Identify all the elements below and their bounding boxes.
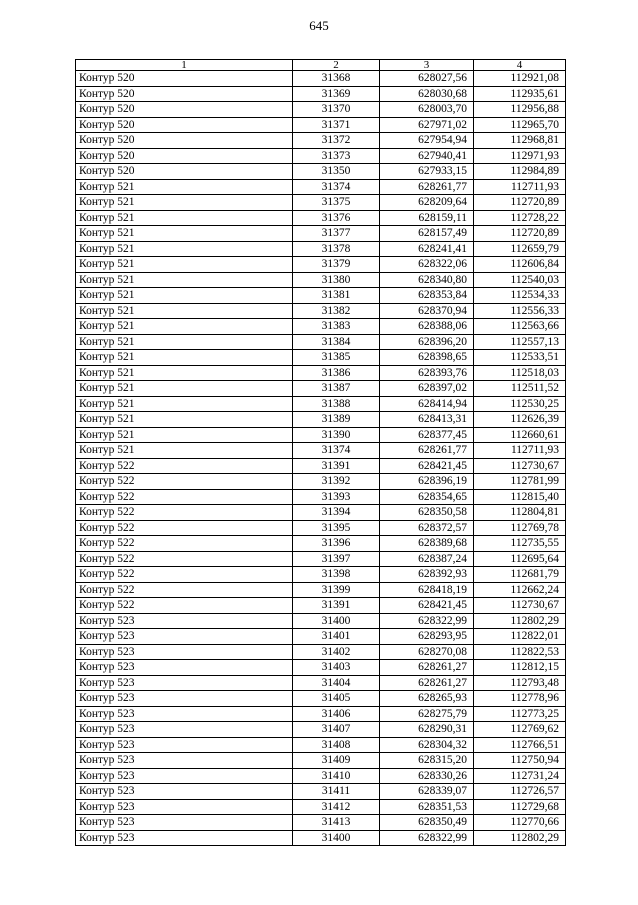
- page-number: 645: [309, 18, 329, 33]
- table-row: [76, 815, 566, 831]
- y-coordinate-cell: 112728,22: [474, 210, 566, 226]
- point-number-cell: 31408: [293, 737, 380, 753]
- point-number-cell: 31391: [293, 598, 380, 614]
- y-coordinate-cell: 112729,68: [474, 799, 566, 815]
- point-number-cell: 31396: [293, 536, 380, 552]
- contour-name-cell: Контур 522: [76, 489, 293, 505]
- x-coordinate-cell: 628350,49: [380, 815, 474, 831]
- x-coordinate-cell: 628387,24: [380, 551, 474, 567]
- contour-name-cell: Контур 523: [76, 768, 293, 784]
- y-coordinate-cell: 112971,93: [474, 148, 566, 164]
- contour-name-cell: Контур 520: [76, 86, 293, 102]
- point-number-cell: 31391: [293, 458, 380, 474]
- x-coordinate-cell: 627971,02: [380, 117, 474, 133]
- point-number-cell: 31375: [293, 195, 380, 211]
- table-row: [76, 117, 566, 133]
- contour-name-cell: Контур 520: [76, 133, 293, 149]
- y-coordinate-cell: 112659,79: [474, 241, 566, 257]
- x-coordinate-cell: 628377,45: [380, 427, 474, 443]
- table-row: [76, 210, 566, 226]
- contour-name-cell: Контур 523: [76, 706, 293, 722]
- x-coordinate-cell: 628396,20: [380, 334, 474, 350]
- column-header-3: 3: [380, 60, 474, 71]
- point-number-cell: 31390: [293, 427, 380, 443]
- contour-name-cell: Контур 521: [76, 195, 293, 211]
- x-coordinate-cell: 628030,68: [380, 86, 474, 102]
- table-row: [76, 582, 566, 598]
- contour-name-cell: Контур 522: [76, 520, 293, 536]
- table-row: [76, 706, 566, 722]
- table-row: [76, 660, 566, 676]
- contour-name-cell: Контур 521: [76, 319, 293, 335]
- x-coordinate-cell: 628351,53: [380, 799, 474, 815]
- x-coordinate-cell: 628322,99: [380, 830, 474, 846]
- x-coordinate-cell: 628275,79: [380, 706, 474, 722]
- x-coordinate-cell: 628261,77: [380, 179, 474, 195]
- column-header-4: 4: [474, 60, 566, 71]
- contour-name-cell: Контур 522: [76, 458, 293, 474]
- contour-name-cell: Контур 522: [76, 598, 293, 614]
- y-coordinate-cell: 112822,01: [474, 629, 566, 645]
- table-row: [76, 629, 566, 645]
- x-coordinate-cell: 628350,58: [380, 505, 474, 521]
- x-coordinate-cell: 628157,49: [380, 226, 474, 242]
- y-coordinate-cell: 112731,24: [474, 768, 566, 784]
- contour-name-cell: Контур 523: [76, 784, 293, 800]
- y-coordinate-cell: 112773,25: [474, 706, 566, 722]
- contour-name-cell: Контур 523: [76, 675, 293, 691]
- table-row: [76, 272, 566, 288]
- y-coordinate-cell: 112769,78: [474, 520, 566, 536]
- column-header-2: 2: [293, 60, 380, 71]
- table-row: [76, 536, 566, 552]
- x-coordinate-cell: 628393,76: [380, 365, 474, 381]
- contour-name-cell: Контур 521: [76, 350, 293, 366]
- table-row: [76, 753, 566, 769]
- y-coordinate-cell: 112533,51: [474, 350, 566, 366]
- contour-name-cell: Контур 522: [76, 536, 293, 552]
- point-number-cell: 31413: [293, 815, 380, 831]
- y-coordinate-cell: 112540,03: [474, 272, 566, 288]
- contour-name-cell: Контур 520: [76, 102, 293, 118]
- x-coordinate-cell: 628389,68: [380, 536, 474, 552]
- point-number-cell: 31380: [293, 272, 380, 288]
- y-coordinate-cell: 112769,62: [474, 722, 566, 738]
- y-coordinate-cell: 112781,99: [474, 474, 566, 490]
- y-coordinate-cell: 112720,89: [474, 226, 566, 242]
- x-coordinate-cell: 628322,99: [380, 613, 474, 629]
- table-row: [76, 644, 566, 660]
- x-coordinate-cell: 628372,57: [380, 520, 474, 536]
- y-coordinate-cell: 112921,08: [474, 71, 566, 87]
- y-coordinate-cell: 112730,67: [474, 598, 566, 614]
- y-coordinate-cell: 112793,48: [474, 675, 566, 691]
- table-row: [76, 737, 566, 753]
- table-header-row: [76, 60, 566, 71]
- point-number-cell: 31395: [293, 520, 380, 536]
- y-coordinate-cell: 112766,51: [474, 737, 566, 753]
- point-number-cell: 31377: [293, 226, 380, 242]
- contour-name-cell: Контур 523: [76, 830, 293, 846]
- table-row: [76, 257, 566, 273]
- x-coordinate-cell: 627933,15: [380, 164, 474, 180]
- point-number-cell: 31372: [293, 133, 380, 149]
- y-coordinate-cell: 112730,67: [474, 458, 566, 474]
- table-row: [76, 675, 566, 691]
- table-row: [76, 288, 566, 304]
- y-coordinate-cell: 112802,29: [474, 613, 566, 629]
- table-row: [76, 613, 566, 629]
- x-coordinate-cell: 628315,20: [380, 753, 474, 769]
- contour-name-cell: Контур 522: [76, 582, 293, 598]
- point-number-cell: 31405: [293, 691, 380, 707]
- table-row: [76, 381, 566, 397]
- point-number-cell: 31374: [293, 443, 380, 459]
- y-coordinate-cell: 112965,70: [474, 117, 566, 133]
- table-row: [76, 474, 566, 490]
- contour-name-cell: Контур 522: [76, 474, 293, 490]
- y-coordinate-cell: 112750,94: [474, 753, 566, 769]
- point-number-cell: 31400: [293, 830, 380, 846]
- x-coordinate-cell: 628392,93: [380, 567, 474, 583]
- y-coordinate-cell: 112511,52: [474, 381, 566, 397]
- point-number-cell: 31403: [293, 660, 380, 676]
- point-number-cell: 31378: [293, 241, 380, 257]
- contour-name-cell: Контур 523: [76, 737, 293, 753]
- y-coordinate-cell: 112770,66: [474, 815, 566, 831]
- contour-name-cell: Контур 521: [76, 241, 293, 257]
- y-coordinate-cell: 112662,24: [474, 582, 566, 598]
- x-coordinate-cell: 628397,02: [380, 381, 474, 397]
- table-row: [76, 303, 566, 319]
- x-coordinate-cell: 628261,27: [380, 660, 474, 676]
- contour-name-cell: Контур 522: [76, 505, 293, 521]
- y-coordinate-cell: 112711,93: [474, 179, 566, 195]
- point-number-cell: 31381: [293, 288, 380, 304]
- table-row: [76, 350, 566, 366]
- point-number-cell: 31401: [293, 629, 380, 645]
- point-number-cell: 31383: [293, 319, 380, 335]
- y-coordinate-cell: 112606,84: [474, 257, 566, 273]
- y-coordinate-cell: 112778,96: [474, 691, 566, 707]
- x-coordinate-cell: 628339,07: [380, 784, 474, 800]
- point-number-cell: 31399: [293, 582, 380, 598]
- x-coordinate-cell: 628304,32: [380, 737, 474, 753]
- contour-name-cell: Контур 521: [76, 226, 293, 242]
- y-coordinate-cell: 112660,61: [474, 427, 566, 443]
- table-row: [76, 102, 566, 118]
- point-number-cell: 31371: [293, 117, 380, 133]
- contour-name-cell: Контур 521: [76, 288, 293, 304]
- y-coordinate-cell: 112812,15: [474, 660, 566, 676]
- y-coordinate-cell: 112556,33: [474, 303, 566, 319]
- x-coordinate-cell: 628290,31: [380, 722, 474, 738]
- x-coordinate-cell: 628265,93: [380, 691, 474, 707]
- point-number-cell: 31386: [293, 365, 380, 381]
- table-row: [76, 768, 566, 784]
- x-coordinate-cell: 628353,84: [380, 288, 474, 304]
- point-number-cell: 31404: [293, 675, 380, 691]
- x-coordinate-cell: 628413,31: [380, 412, 474, 428]
- x-coordinate-cell: 628370,94: [380, 303, 474, 319]
- x-coordinate-cell: 628354,65: [380, 489, 474, 505]
- table-row: [76, 443, 566, 459]
- point-number-cell: 31376: [293, 210, 380, 226]
- contour-name-cell: Контур 521: [76, 443, 293, 459]
- point-number-cell: 31389: [293, 412, 380, 428]
- table-row: [76, 241, 566, 257]
- table-row: [76, 226, 566, 242]
- table-row: [76, 427, 566, 443]
- table-row: [76, 520, 566, 536]
- contour-name-cell: Контур 523: [76, 815, 293, 831]
- column-header-1: 1: [76, 60, 293, 71]
- contour-name-cell: Контур 521: [76, 179, 293, 195]
- contour-name-cell: Контур 523: [76, 799, 293, 815]
- point-number-cell: 31385: [293, 350, 380, 366]
- table-body: [76, 71, 566, 846]
- point-number-cell: 31394: [293, 505, 380, 521]
- x-coordinate-cell: 628027,56: [380, 71, 474, 87]
- point-number-cell: 31368: [293, 71, 380, 87]
- y-coordinate-cell: 112802,29: [474, 830, 566, 846]
- point-number-cell: 31388: [293, 396, 380, 412]
- point-number-cell: 31407: [293, 722, 380, 738]
- point-number-cell: 31382: [293, 303, 380, 319]
- contour-name-cell: Контур 520: [76, 117, 293, 133]
- point-number-cell: 31412: [293, 799, 380, 815]
- point-number-cell: 31373: [293, 148, 380, 164]
- table-row: [76, 830, 566, 846]
- contour-name-cell: Контур 521: [76, 365, 293, 381]
- y-coordinate-cell: 112530,25: [474, 396, 566, 412]
- table-row: [76, 691, 566, 707]
- point-number-cell: 31392: [293, 474, 380, 490]
- x-coordinate-cell: 628261,27: [380, 675, 474, 691]
- point-number-cell: 31370: [293, 102, 380, 118]
- contour-name-cell: Контур 520: [76, 148, 293, 164]
- table-row: [76, 551, 566, 567]
- table-row: [76, 195, 566, 211]
- point-number-cell: 31400: [293, 613, 380, 629]
- point-number-cell: 31379: [293, 257, 380, 273]
- table-row: [76, 319, 566, 335]
- table-row: [76, 598, 566, 614]
- y-coordinate-cell: 112626,39: [474, 412, 566, 428]
- table-row: [76, 164, 566, 180]
- table-row: [76, 722, 566, 738]
- y-coordinate-cell: 112695,64: [474, 551, 566, 567]
- table-row: [76, 799, 566, 815]
- x-coordinate-cell: 628293,95: [380, 629, 474, 645]
- x-coordinate-cell: 628241,41: [380, 241, 474, 257]
- point-number-cell: 31410: [293, 768, 380, 784]
- x-coordinate-cell: 628340,80: [380, 272, 474, 288]
- x-coordinate-cell: 627940,41: [380, 148, 474, 164]
- point-number-cell: 31387: [293, 381, 380, 397]
- x-coordinate-cell: 628322,06: [380, 257, 474, 273]
- table-row: [76, 148, 566, 164]
- x-coordinate-cell: 628003,70: [380, 102, 474, 118]
- table-row: [76, 179, 566, 195]
- contour-name-cell: Контур 523: [76, 660, 293, 676]
- point-number-cell: 31369: [293, 86, 380, 102]
- x-coordinate-cell: 628261,77: [380, 443, 474, 459]
- x-coordinate-cell: 627954,94: [380, 133, 474, 149]
- point-number-cell: 31397: [293, 551, 380, 567]
- table-row: [76, 71, 566, 87]
- table-row: [76, 412, 566, 428]
- y-coordinate-cell: 112822,53: [474, 644, 566, 660]
- x-coordinate-cell: 628270,08: [380, 644, 474, 660]
- contour-name-cell: Контур 521: [76, 381, 293, 397]
- y-coordinate-cell: 112720,89: [474, 195, 566, 211]
- x-coordinate-cell: 628396,19: [380, 474, 474, 490]
- table-row: [76, 567, 566, 583]
- y-coordinate-cell: 112563,66: [474, 319, 566, 335]
- point-number-cell: 31374: [293, 179, 380, 195]
- contour-name-cell: Контур 521: [76, 272, 293, 288]
- contour-name-cell: Контур 521: [76, 412, 293, 428]
- contour-name-cell: Контур 523: [76, 613, 293, 629]
- table-row: [76, 334, 566, 350]
- y-coordinate-cell: 112935,61: [474, 86, 566, 102]
- point-number-cell: 31350: [293, 164, 380, 180]
- contour-name-cell: Контур 521: [76, 396, 293, 412]
- x-coordinate-cell: 628414,94: [380, 396, 474, 412]
- y-coordinate-cell: 112815,40: [474, 489, 566, 505]
- table-row: [76, 396, 566, 412]
- contour-name-cell: Контур 521: [76, 210, 293, 226]
- point-number-cell: 31411: [293, 784, 380, 800]
- table-row: [76, 86, 566, 102]
- y-coordinate-cell: 112726,57: [474, 784, 566, 800]
- contour-name-cell: Контур 523: [76, 691, 293, 707]
- table-row: [76, 133, 566, 149]
- x-coordinate-cell: 628330,26: [380, 768, 474, 784]
- y-coordinate-cell: 112534,33: [474, 288, 566, 304]
- contour-name-cell: Контур 520: [76, 164, 293, 180]
- x-coordinate-cell: 628388,06: [380, 319, 474, 335]
- y-coordinate-cell: 112804,81: [474, 505, 566, 521]
- point-number-cell: 31398: [293, 567, 380, 583]
- y-coordinate-cell: 112968,81: [474, 133, 566, 149]
- contour-name-cell: Контур 521: [76, 303, 293, 319]
- point-number-cell: 31393: [293, 489, 380, 505]
- x-coordinate-cell: 628398,65: [380, 350, 474, 366]
- x-coordinate-cell: 628418,19: [380, 582, 474, 598]
- table-row: [76, 489, 566, 505]
- y-coordinate-cell: 112557,13: [474, 334, 566, 350]
- contour-name-cell: Контур 521: [76, 427, 293, 443]
- contour-name-cell: Контур 523: [76, 722, 293, 738]
- coordinates-table: [75, 59, 566, 846]
- point-number-cell: 31406: [293, 706, 380, 722]
- y-coordinate-cell: 112518,03: [474, 365, 566, 381]
- y-coordinate-cell: 112735,55: [474, 536, 566, 552]
- contour-name-cell: Контур 522: [76, 551, 293, 567]
- y-coordinate-cell: 112711,93: [474, 443, 566, 459]
- x-coordinate-cell: 628209,64: [380, 195, 474, 211]
- contour-name-cell: Контур 520: [76, 71, 293, 87]
- table-row: [76, 365, 566, 381]
- x-coordinate-cell: 628421,45: [380, 598, 474, 614]
- contour-name-cell: Контур 523: [76, 629, 293, 645]
- y-coordinate-cell: 112681,79: [474, 567, 566, 583]
- point-number-cell: 31409: [293, 753, 380, 769]
- contour-name-cell: Контур 521: [76, 334, 293, 350]
- contour-name-cell: Контур 523: [76, 644, 293, 660]
- y-coordinate-cell: 112984,89: [474, 164, 566, 180]
- y-coordinate-cell: 112956,88: [474, 102, 566, 118]
- point-number-cell: 31402: [293, 644, 380, 660]
- point-number-cell: 31384: [293, 334, 380, 350]
- contour-name-cell: Контур 522: [76, 567, 293, 583]
- table-row: [76, 505, 566, 521]
- table-row: [76, 458, 566, 474]
- table-row: [76, 784, 566, 800]
- contour-name-cell: Контур 521: [76, 257, 293, 273]
- contour-name-cell: Контур 523: [76, 753, 293, 769]
- x-coordinate-cell: 628421,45: [380, 458, 474, 474]
- x-coordinate-cell: 628159,11: [380, 210, 474, 226]
